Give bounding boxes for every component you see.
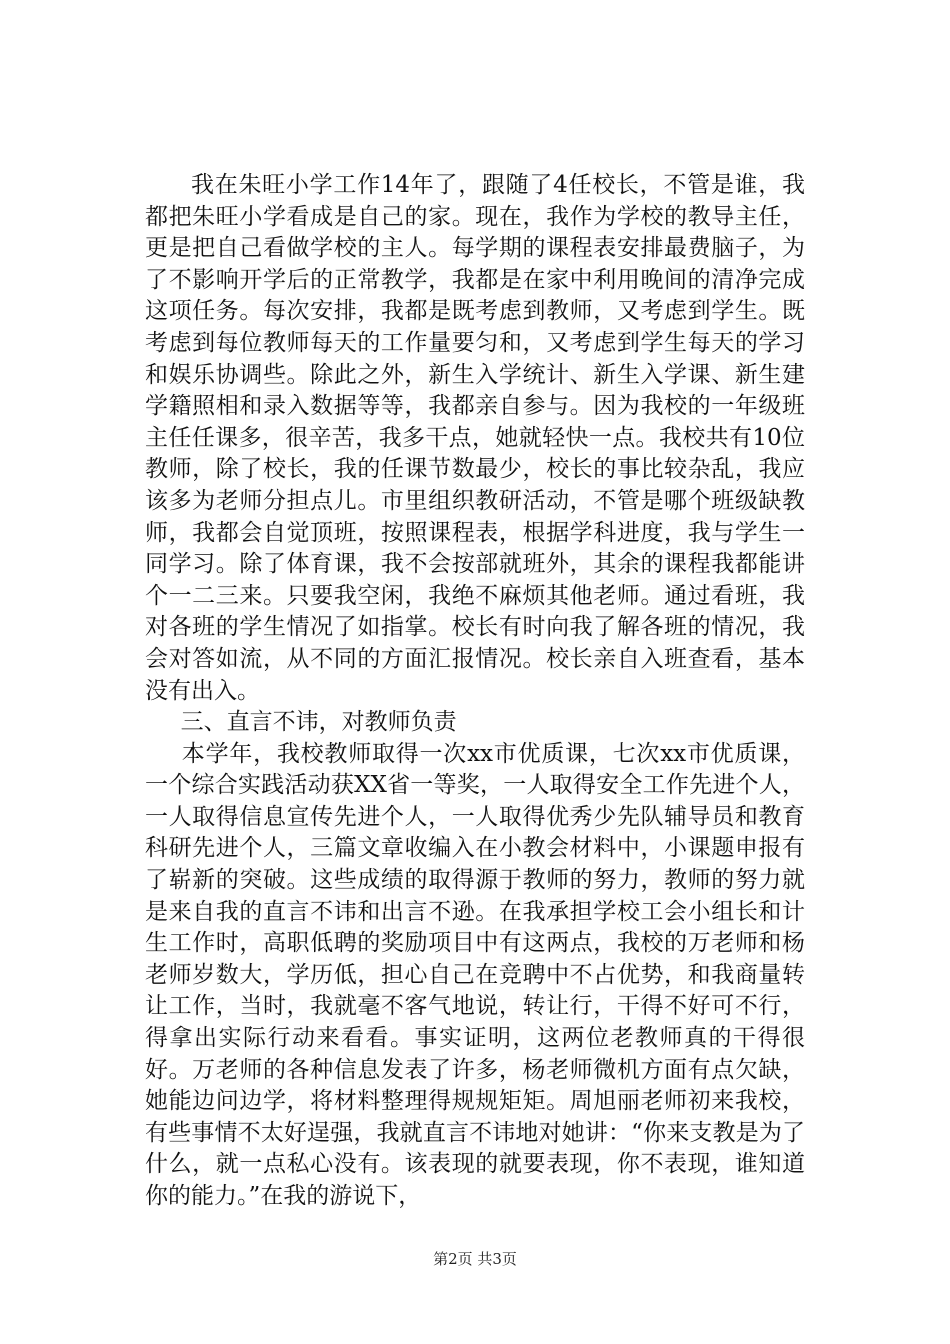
body-paragraph: 本学年，我校教师取得一次xx市优质课，七次xx市优质课，一个综合实践活动获XX省一等奖，一人取得安全工作先进个人，一人取得信息宣传先进个人，一人取得优秀少先队辅导员和教育科研先进个人，三篇文章收编入在小教会材料中，小课题申报有了崭新的突破。这些成绩的取得源于教师的努力，教师的努力就是来自我的直言不讳和出言不逊。在我承担学校工会小组长和计生工作时，高职低聘的奖励项目中有这两点，我校的万老师和杨老师岁数大，学历低，担心自己在竞聘中不占优势，和我商量转让工作，当时，我就毫不客气地说，转让行，干得不好可不行，得拿出实际行动来看看。事实证明，这两位老教师真的干得很好。万老师的各种信息发表了许多，杨老师微机方面有点欠缺，她能边问边学，将材料整理得规规矩矩。周旭丽老师初来我校，有些事情不太好逞强，我就直言不讳地对她讲：“你来支教是为了什么，就一点私心没有。该表现的就要表现，你不表现，谁知道你的能力。”在我的游说下， [145, 740, 805, 1209]
document-body [145, 170, 805, 1213]
body-paragraph: 我在朱旺小学工作14年了，跟随了4任校长，不管是谁，我都把朱旺小学看成是自己的家。现在，我作为学校的教导主任，更是把自己看做学校的主人。每学期的课程表安排最费脑子，为了不影响开学后的正常教学，我都是在家中利用晚间的清净完成这项任务。每次安排，我都是既考虑到教师，又考虑到学生。既考虑到每位教师每天的工作量要匀和，又考虑到学生每天的学习和娱乐协调些。除此之外，新生入学统计、新生入学课、新生建学籍照相和录入数据等等，我都亲自参与。因为我校的一年级班主任任课多，很辛苦，我多干点，她就轻快一点。我校共有10位教师，除了校长，我的任课节数最少，校长的事比较杂乱，我应该多为老师分担点儿。市里组织教研活动，不管是哪个班级缺教师，我都会自觉顶班，按照课程表，根据学科进度，我与学生一同学习。除了体育课，我不会按部就班外，其余的课程我都能讲个一二三来。只要我空闲，我绝不麻烦其他老师。通过看班，我对各班的学生情况了如指掌。校长有时向我了解各班的情况，我会对答如流，从不同的方面汇报情况。校长亲自入班查看，基本没有出入。 [145, 172, 805, 704]
section-heading: 三、直言不讳，对教师负责 [180, 709, 457, 736]
page-footer: 第2页 共3页 [433, 1250, 517, 1268]
